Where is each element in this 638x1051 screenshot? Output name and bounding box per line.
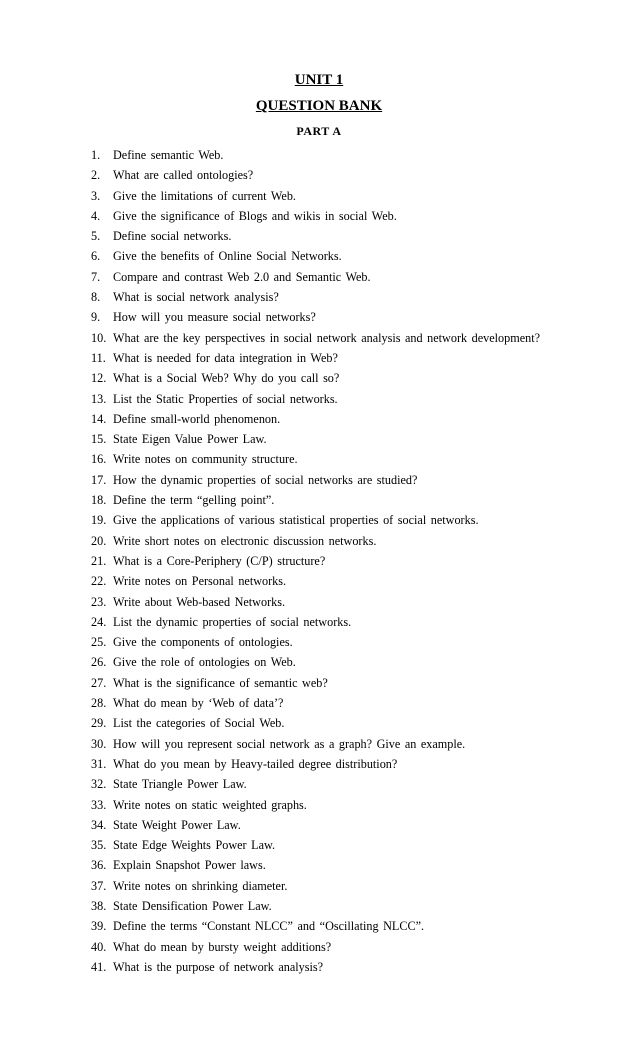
question-text: What are the key perspectives in social network analysis and network development? xyxy=(113,330,541,345)
question-text: What do mean by bursty weight additions? xyxy=(113,939,332,954)
question-item xyxy=(91,795,631,815)
question-text: Write about Web-based Networks. xyxy=(113,594,286,609)
question-bank-title: QUESTION BANK xyxy=(255,98,383,114)
question-number: 29. xyxy=(91,716,107,731)
question-number: 8. xyxy=(91,290,101,305)
question-number: 31. xyxy=(91,756,107,771)
question-text: What do you mean by Heavy-tailed degree distribution? xyxy=(113,756,398,771)
question-item xyxy=(91,510,631,530)
question-item xyxy=(91,267,631,287)
question-text: What are called ontologies? xyxy=(113,168,254,183)
question-number: 33. xyxy=(91,797,107,812)
question-item xyxy=(91,490,631,510)
question-text: List the categories of Social Web. xyxy=(113,716,285,731)
question-number: 38. xyxy=(91,898,107,913)
question-item xyxy=(91,632,631,652)
question-item xyxy=(91,916,631,936)
question-text: State Triangle Power Law. xyxy=(113,777,247,792)
question-item xyxy=(91,551,631,571)
question-text: Give the limitations of current Web. xyxy=(113,188,296,203)
question-text: State Edge Weights Power Law. xyxy=(113,838,276,853)
question-text: What is the purpose of network analysis? xyxy=(113,959,324,974)
question-item xyxy=(91,592,631,612)
question-item xyxy=(91,652,631,672)
question-text: What is a Core-Periphery (C/P) structure? xyxy=(113,553,326,568)
question-item xyxy=(91,612,631,632)
question-number: 22. xyxy=(91,574,107,589)
question-number: 27. xyxy=(91,675,107,690)
question-text: What is the significance of semantic web? xyxy=(113,675,328,690)
question-text: List the Static Properties of social networks. xyxy=(113,391,338,406)
question-item xyxy=(91,855,631,875)
question-number: 18. xyxy=(91,493,107,508)
question-number: 13. xyxy=(91,391,107,406)
question-item xyxy=(91,835,631,855)
question-number: 17. xyxy=(91,472,107,487)
question-item xyxy=(91,165,631,185)
question-number: 9. xyxy=(91,310,101,325)
question-item xyxy=(91,937,631,957)
question-item xyxy=(91,693,631,713)
question-number: 19. xyxy=(91,513,107,528)
question-text: Compare and contrast Web 2.0 and Semantic Web. xyxy=(113,269,371,284)
question-number: 35. xyxy=(91,838,107,853)
question-text: State Weight Power Law. xyxy=(113,817,241,832)
question-item xyxy=(91,389,631,409)
question-number: 3. xyxy=(91,188,101,203)
question-item xyxy=(91,571,631,591)
question-item xyxy=(91,145,631,165)
question-number: 11. xyxy=(91,350,106,365)
question-text: Give the benefits of Online Social Networks. xyxy=(113,249,342,264)
question-number: 1. xyxy=(91,148,101,162)
question-text: What is a Social Web? Why do you call so? xyxy=(113,371,340,386)
question-text: What is needed for data integration in Web? xyxy=(113,350,338,365)
question-number: 4. xyxy=(91,208,101,223)
question-number: 14. xyxy=(91,411,107,426)
question-number: 16. xyxy=(91,452,107,467)
question-item xyxy=(91,957,631,977)
question-text: Write notes on shrinking diameter. xyxy=(113,878,288,893)
question-text: Write short notes on electronic discussion networks. xyxy=(113,533,377,548)
question-item xyxy=(91,246,631,266)
question-item xyxy=(91,754,631,774)
question-text: How will you measure social networks? xyxy=(113,310,316,325)
question-item xyxy=(91,409,631,429)
question-text: How will you represent social network as a graph? Give an example. xyxy=(113,736,466,751)
question-number: 2. xyxy=(91,168,101,183)
question-number: 32. xyxy=(91,777,107,792)
question-number: 41. xyxy=(91,959,107,974)
question-number: 12. xyxy=(91,371,107,386)
question-number: 21. xyxy=(91,553,107,568)
question-item xyxy=(91,226,631,246)
question-number: 23. xyxy=(91,594,107,609)
question-text: What is social network analysis? xyxy=(113,290,279,305)
question-text: How the dynamic properties of social networks are studied? xyxy=(113,472,418,487)
question-item xyxy=(91,328,631,348)
question-number: 36. xyxy=(91,858,107,873)
question-number: 34. xyxy=(91,817,107,832)
question-text: What do mean by ‘Web of data’? xyxy=(113,696,284,711)
question-item xyxy=(91,348,631,368)
question-item xyxy=(91,429,631,449)
question-item xyxy=(91,876,631,896)
question-item xyxy=(91,287,631,307)
question-number: 10. xyxy=(91,330,107,345)
question-text: Write notes on Personal networks. xyxy=(113,574,287,589)
question-text: Write notes on static weighted graphs. xyxy=(113,797,307,812)
question-item xyxy=(91,206,631,226)
question-item xyxy=(91,186,631,206)
question-number: 39. xyxy=(91,919,107,934)
question-number: 20. xyxy=(91,533,107,548)
question-text: Write notes on community structure. xyxy=(113,452,298,467)
question-text: Give the role of ontologies on Web. xyxy=(113,655,296,670)
question-item xyxy=(91,449,631,469)
question-text: List the dynamic properties of social networks. xyxy=(113,614,352,629)
question-text: Define the terms “Constant NLCC” and “Oscillating NLCC”. xyxy=(113,919,425,934)
question-number: 28. xyxy=(91,696,107,711)
question-item xyxy=(91,896,631,916)
unit-heading: UNIT 1 xyxy=(294,72,344,88)
question-text: Give the components of ontologies. xyxy=(113,635,293,650)
question-text: State Eigen Value Power Law. xyxy=(113,432,267,447)
question-text: Define semantic Web. xyxy=(113,148,224,162)
question-text: Define small-world phenomenon. xyxy=(113,411,281,426)
question-item xyxy=(91,368,631,388)
question-number: 5. xyxy=(91,229,101,244)
question-item xyxy=(91,470,631,490)
question-item xyxy=(91,815,631,835)
question-number: 6. xyxy=(91,249,101,264)
question-text: Explain Snapshot Power laws. xyxy=(113,858,266,873)
question-text: Give the applications of various statistical properties of social networks. xyxy=(113,513,479,528)
question-number: 26. xyxy=(91,655,107,670)
question-item xyxy=(91,713,631,733)
question-item xyxy=(91,307,631,327)
part-heading: PART A xyxy=(296,124,342,138)
question-number: 37. xyxy=(91,878,107,893)
question-list xyxy=(91,145,631,977)
question-number: 15. xyxy=(91,432,107,447)
question-number: 7. xyxy=(91,269,101,284)
question-number: 30. xyxy=(91,736,107,751)
question-text: Define the term “gelling point”. xyxy=(113,493,275,508)
question-number: 25. xyxy=(91,635,107,650)
question-item xyxy=(91,774,631,794)
question-item xyxy=(91,673,631,693)
question-text: Define social networks. xyxy=(113,229,232,244)
question-item xyxy=(91,734,631,754)
question-number: 40. xyxy=(91,939,107,954)
question-text: Give the significance of Blogs and wikis in social Web. xyxy=(113,208,397,223)
question-item xyxy=(91,531,631,551)
question-number: 24. xyxy=(91,614,107,629)
question-text: State Densification Power Law. xyxy=(113,898,272,913)
